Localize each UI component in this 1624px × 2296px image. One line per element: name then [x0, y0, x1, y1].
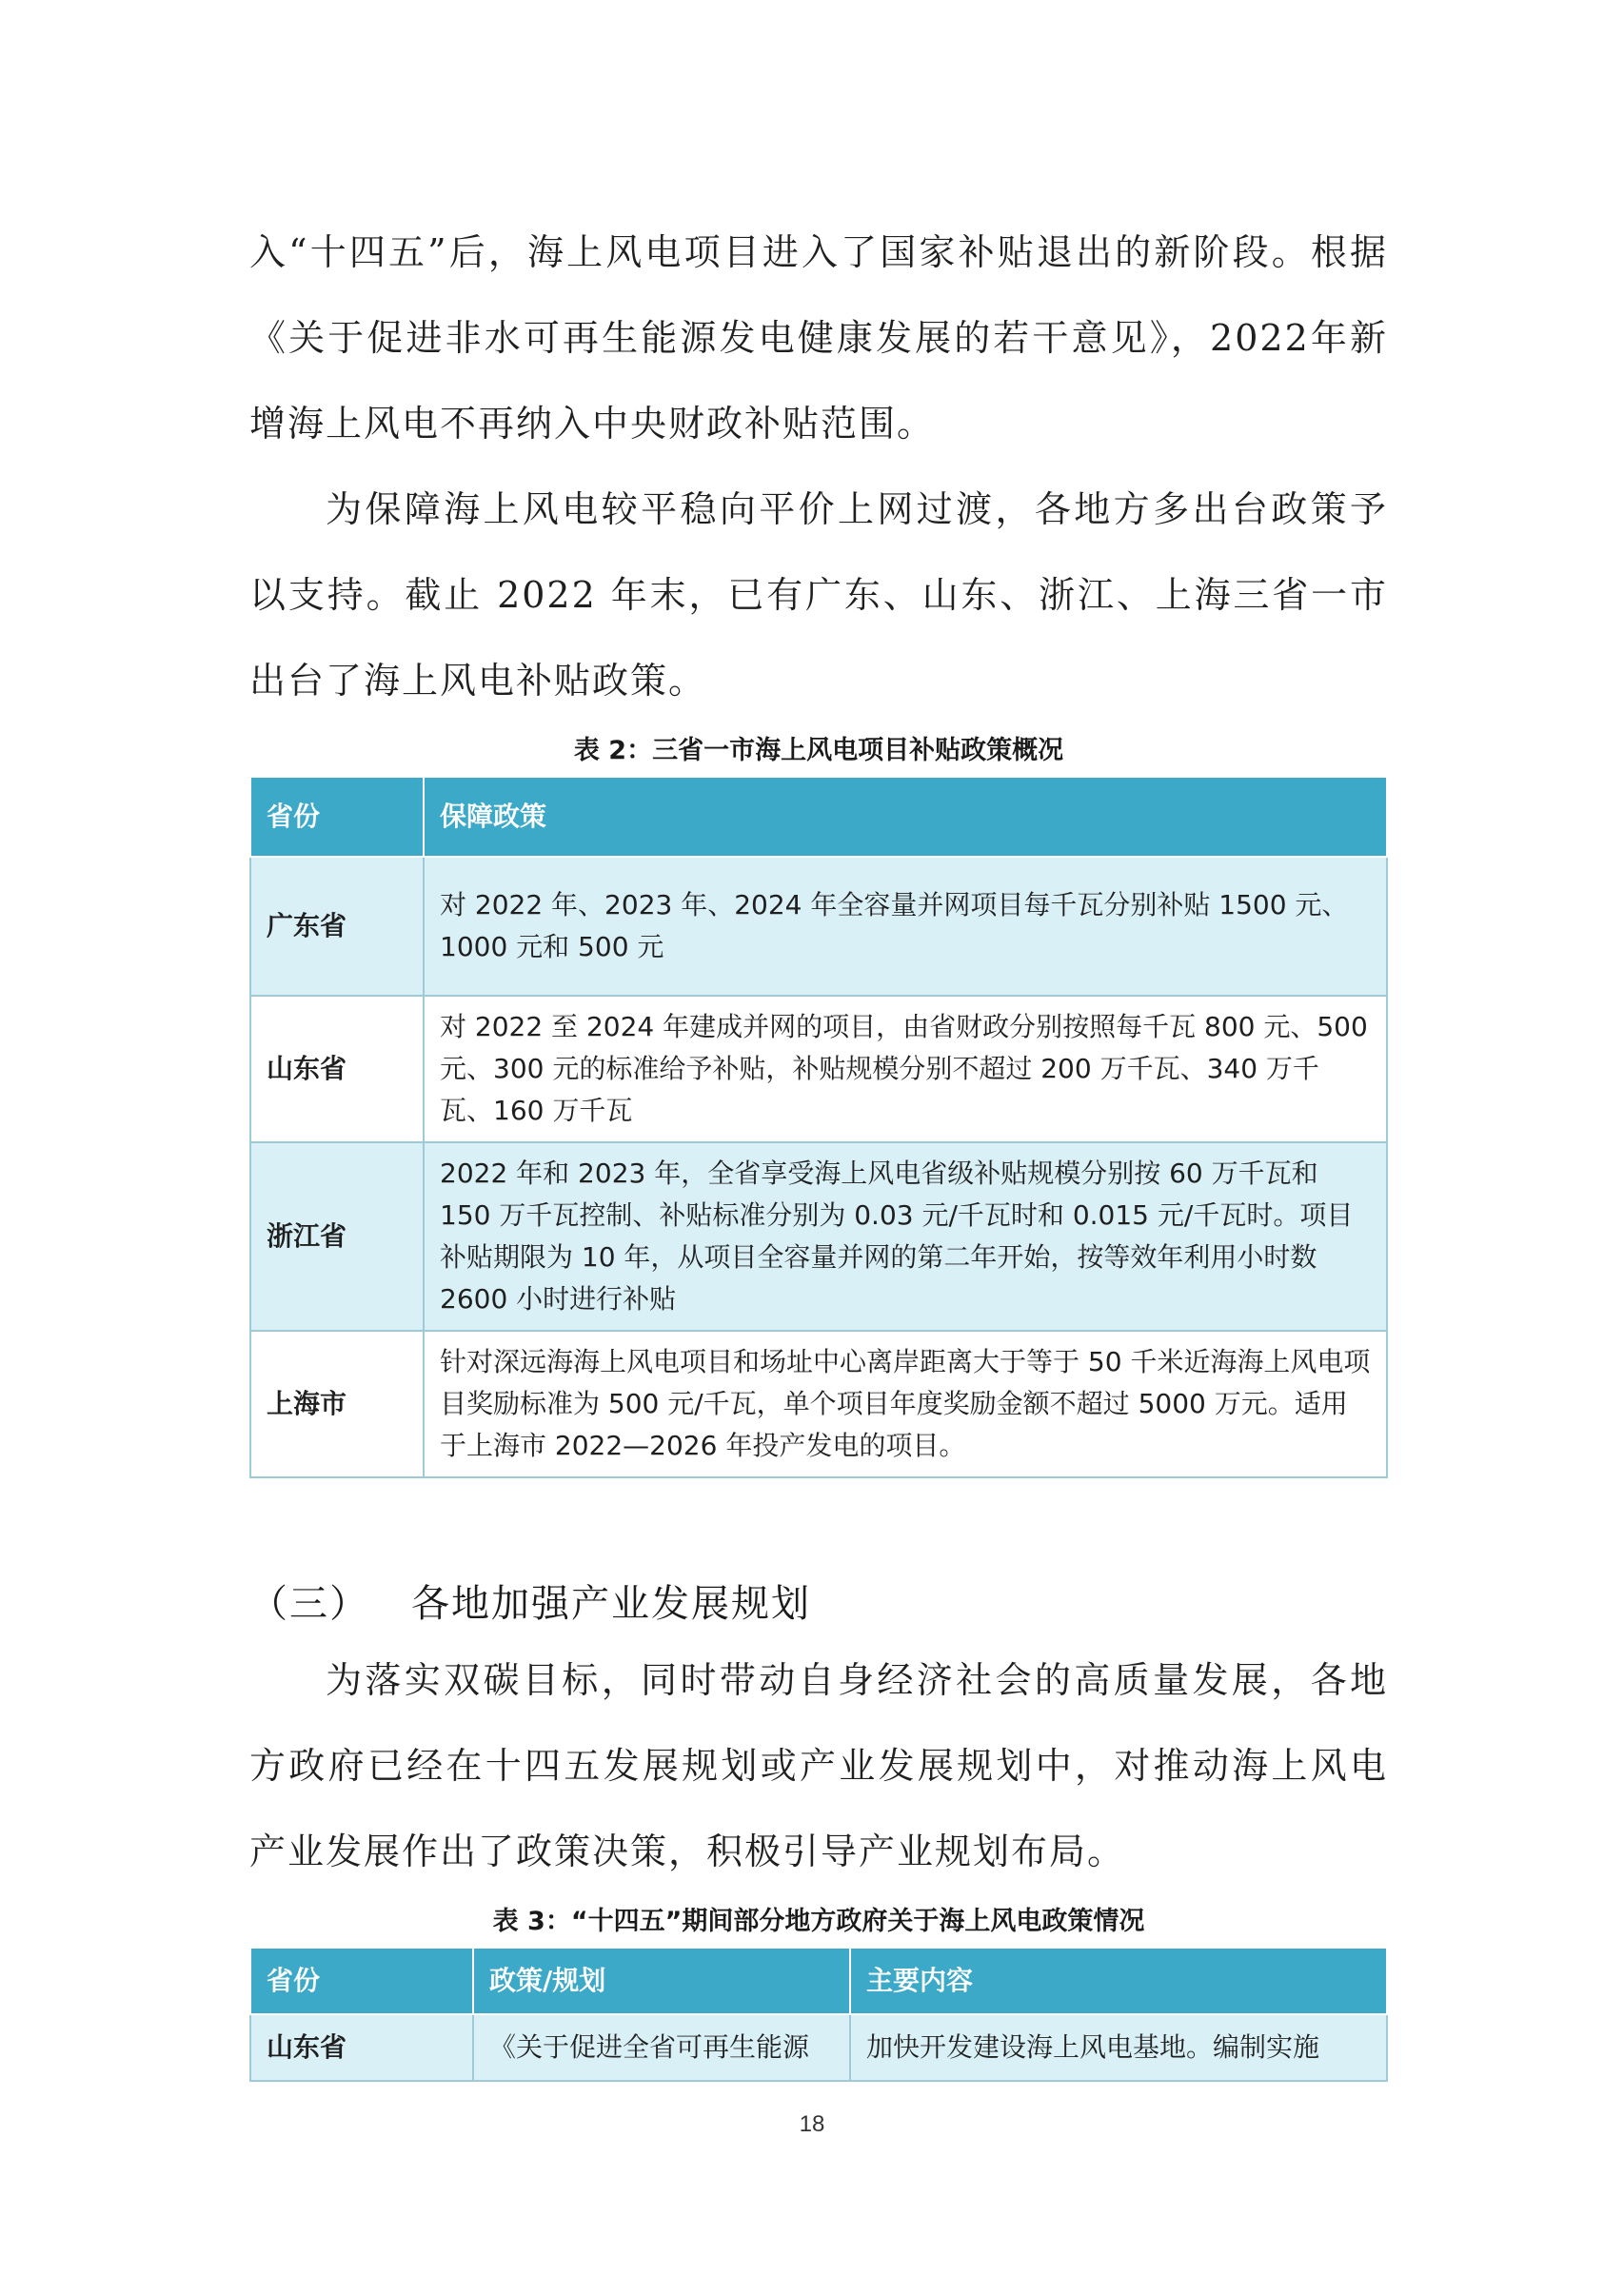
paragraph-planning: 为落实双碳目标，同时带动自身经济社会的高质量发展，各地方政府已经在十四五发展规划或产业发展规划中，对推动海上风电产业发展作出了政策决策，积极引导产业规划布局。 [249, 1659, 1388, 1872]
province-cell: 浙江省 [250, 1142, 424, 1331]
table2-header-row [250, 777, 1387, 857]
paragraph-support: 为保障海上风电较平稳向平价上网过渡，各地方多出台政策予以支持。截止 2022 年末，已有广东、山东、浙江、上海三省一市出台了海上风电补贴政策。 [249, 488, 1388, 702]
plan-cell: 《关于促进全省可再生能源 [473, 2014, 850, 2081]
table3-header-plan: 政策/规划 [473, 1948, 850, 2014]
table3-local-policies [249, 1947, 1388, 2082]
page-content [249, 209, 1388, 2082]
section-number: （三） [249, 1582, 369, 1626]
table2-subsidy-policy [249, 776, 1388, 1478]
province-cell: 广东省 [250, 857, 424, 996]
policy-cell: 2022 年和 2023 年，全省享受海上风电省级补贴规模分别按 60 万千瓦和 150 万千瓦控制、补贴标准分别为 0.03 元/千瓦时和 0.015 元/千瓦时。项目补贴期限为 10 年，从项目全容量并网的第二年开始，按等效年利用小时数 2600 小时进行补贴 [424, 1142, 1387, 1331]
paragraph-intro: 入“十四五”后，海上风电项目进入了国家补贴退出的新阶段。根据《关于促进非水可再生能源发电健康发展的若干意见》，2022年新增海上风电不再纳入中央财政补贴范围。 [249, 231, 1388, 445]
table3-header-province: 省份 [250, 1948, 473, 2014]
policy-cell: 对 2022 年、2023 年、2024 年全容量并网项目每千瓦分别补贴 1500 元、1000 元和 500 元 [424, 857, 1387, 996]
table-row [250, 2014, 1387, 2081]
section-heading [249, 1574, 1388, 1628]
table-row [250, 996, 1387, 1142]
table-row [250, 1142, 1387, 1331]
table2-header-policy: 保障政策 [424, 777, 1387, 857]
table-row [250, 1331, 1387, 1477]
table2-header-province: 省份 [250, 777, 424, 857]
table2-caption: 表 2：三省一市海上风电项目补贴政策概况 [573, 736, 1064, 765]
content-cell: 加快开发建设海上风电基地。编制实施 [850, 2014, 1387, 2081]
table-row [250, 857, 1387, 996]
table3-caption: 表 3：“十四五”期间部分地方政府关于海上风电政策情况 [492, 1907, 1145, 1936]
province-cell: 山东省 [250, 2014, 473, 2081]
page-number: 18 [799, 2111, 825, 2137]
table3-header-content: 主要内容 [850, 1948, 1387, 2014]
policy-cell: 对 2022 至 2024 年建成并网的项目，由省财政分别按照每千瓦 800 元、500 元、300 元的标准给予补贴，补贴规模分别不超过 200 万千瓦、340 万千瓦、160 万千瓦 [424, 996, 1387, 1142]
province-cell: 上海市 [250, 1331, 424, 1477]
province-cell: 山东省 [250, 996, 424, 1142]
table3-header-row [250, 1948, 1387, 2014]
policy-cell: 针对深远海海上风电项目和场址中心离岸距离大于等于 50 千米近海海上风电项目奖励标准为 500 元/千瓦，单个项目年度奖励金额不超过 5000 万元。适用于上海市 2022—2026 年投产发电的项目。 [424, 1331, 1387, 1477]
section-title: 各地加强产业发展规划 [411, 1582, 811, 1626]
